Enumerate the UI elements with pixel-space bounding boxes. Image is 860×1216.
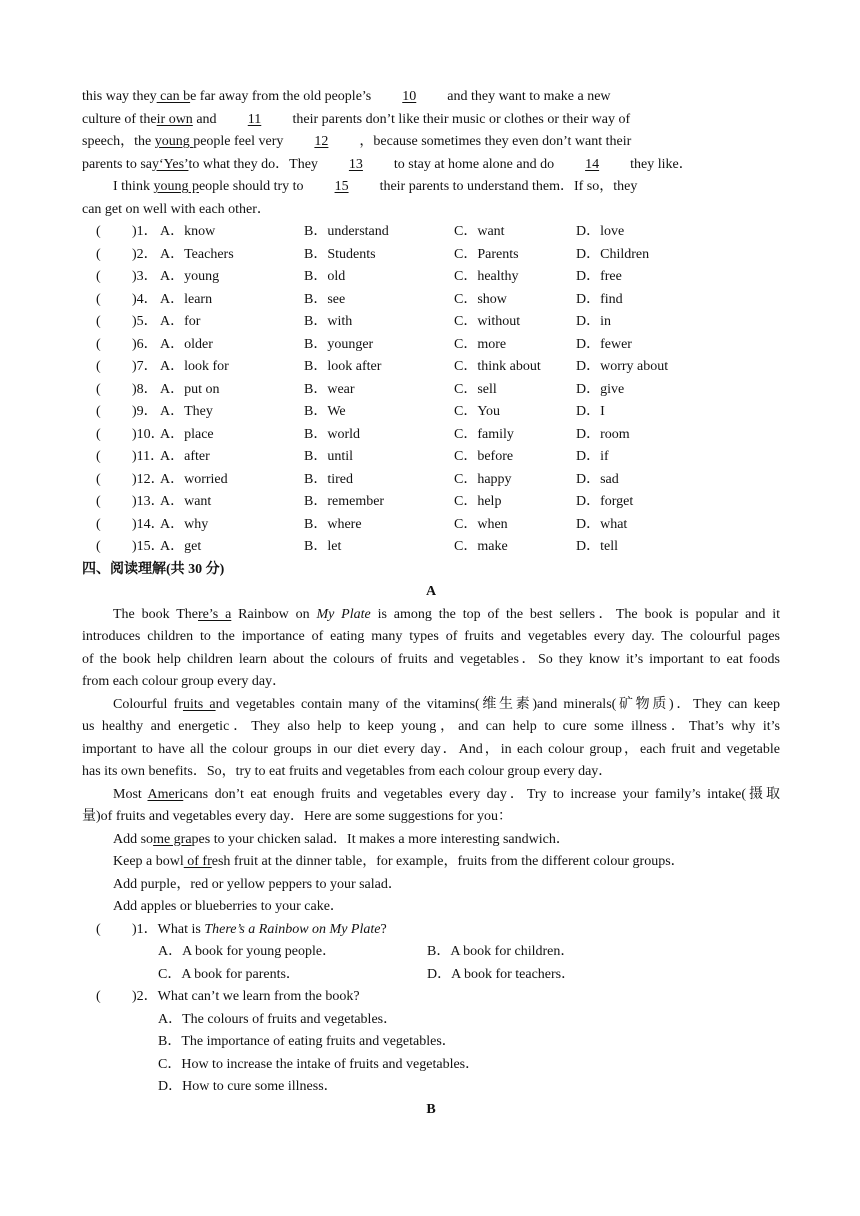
blank-13: 13 <box>348 156 363 172</box>
option-d: D．in <box>576 314 611 329</box>
text: speech，the <box>82 134 155 149</box>
option-b: B．where <box>304 516 362 532</box>
text: can b <box>156 89 191 104</box>
blank-11: 11 <box>247 111 262 127</box>
reading-q2-option-a <box>82 1009 780 1032</box>
reading-q2-option-d <box>82 1076 780 1099</box>
option-b: B．wear <box>304 381 355 397</box>
option-a: A．learn <box>160 291 213 307</box>
option-a: A．Teachers <box>160 246 234 262</box>
option-c: C．You <box>454 404 501 419</box>
text: to what they do．They <box>188 156 318 172</box>
answer-paren: ( <box>96 516 101 532</box>
question-number: )10． <box>132 426 165 442</box>
book-title: There’s a Rainbow on My Plate <box>204 921 381 937</box>
passage-line-4 <box>82 154 780 177</box>
answer-paren: ( <box>96 224 101 239</box>
cloze-question-row <box>82 514 780 537</box>
question-number: )13． <box>132 494 165 509</box>
question-stem: )2．What can’t we learn from the book? <box>132 989 360 1004</box>
answer-paren: ( <box>96 449 101 464</box>
option-a: A．place <box>160 426 214 442</box>
cloze-question-row <box>82 266 780 289</box>
reading-a-p2-line2: us healthy and energetic．They also help to keep young，and can help to cure some illness．That’s why it’s <box>82 719 780 734</box>
reading-a-p1-line1 <box>82 604 780 627</box>
text: cans don’t eat enough fruits and vegetables every day．Try to increase your family’s intake(摄取 <box>183 786 780 802</box>
question-number: )1． <box>132 224 158 239</box>
option-c: C．healthy <box>454 269 519 284</box>
reading-q1-options-ab <box>82 941 780 964</box>
answer-paren: ( <box>96 359 101 374</box>
blank-10: 10 <box>402 89 417 104</box>
text: young p <box>153 179 199 194</box>
reading-question-1 <box>82 919 780 942</box>
text: their parents to understand them．If so，they <box>379 179 638 194</box>
passage-line-3 <box>82 131 780 154</box>
text: nd vegetables contain many of the vitamins(维生素)and minerals(矿物质)．They can keep <box>215 696 780 712</box>
option-c: C．Parents <box>454 246 519 262</box>
option-c: C．want <box>454 224 505 239</box>
cloze-question-row <box>82 289 780 312</box>
question-number: )5． <box>132 314 158 329</box>
reading-a-p2-line3: important to have all the colour groups in our diet every day．And，in each colour group，each fruit and vegetable <box>82 741 780 757</box>
text: uits a <box>182 696 216 712</box>
document-page <box>82 86 780 1121</box>
reading-a-p1-line3: of the book help children learn about the colours of fruits and vegetables．So they know it’s important to eat foods <box>82 651 780 667</box>
option-c: C．A book for parents． <box>158 966 300 982</box>
text: people feel very <box>193 134 284 149</box>
option-b: B．until <box>304 449 354 464</box>
option-b: B．look after <box>304 359 382 374</box>
reading-a-p1-line4: from each colour group every day． <box>82 674 287 689</box>
blank-12: 12 <box>314 134 329 149</box>
question-number: )7． <box>132 359 158 374</box>
option-c: C．make <box>454 539 508 554</box>
question-number: )15． <box>132 539 165 554</box>
option-b: B．understand <box>304 224 389 239</box>
text: pes to your chicken salad．It makes a more interesting sandwich． <box>191 831 570 847</box>
question-stem <box>132 919 387 942</box>
option-c: C．sell <box>454 381 497 397</box>
text: parents to sa <box>82 156 152 172</box>
reading-a-p3-line2: 量)of fruits and vegetables every day．Here are some suggestions for you： <box>82 809 512 824</box>
cloze-question-row <box>82 244 780 267</box>
cloze-question-row <box>82 469 780 492</box>
text: young <box>154 134 194 149</box>
question-number: )9． <box>132 404 158 419</box>
option-a: A．know <box>160 224 216 239</box>
suggestion-1 <box>82 829 780 852</box>
answer-paren: ( <box>96 539 101 554</box>
text: Most <box>113 786 148 802</box>
text: of fr <box>183 854 212 869</box>
cloze-question-row <box>82 491 780 514</box>
answer-paren: ( <box>96 404 101 419</box>
text: and <box>192 111 217 127</box>
section-heading: 四、阅读理解(共 30 分) <box>82 561 225 577</box>
text: ? <box>380 921 387 937</box>
answer-paren: ( <box>96 921 101 937</box>
option-d: D．give <box>576 381 625 397</box>
text: I think <box>113 179 154 194</box>
book-title: My Plate <box>316 606 371 622</box>
option-b: B．younger <box>304 336 374 352</box>
option-c: C．when <box>454 516 508 532</box>
option-a: A．older <box>160 336 213 352</box>
cloze-question-row <box>82 424 780 447</box>
question-number: )14． <box>132 516 165 532</box>
option-a: A．get <box>160 539 202 554</box>
text: re’s a <box>198 606 232 622</box>
part-a-label: A <box>425 584 437 599</box>
reading-question-2 <box>82 986 780 1009</box>
option-c: C．before <box>454 449 514 464</box>
option-a: A．worried <box>160 471 228 487</box>
option-a: A．why <box>160 516 209 532</box>
option-a: A．after <box>160 449 210 464</box>
reading-a-p1-line2: introduces children to the importance of eating many types of fruits and vegetables every day. The colourful pages <box>82 629 780 644</box>
text: eople should try to <box>198 179 304 194</box>
option-d: D．A book for teachers． <box>427 966 576 982</box>
cloze-question-list <box>82 221 780 559</box>
question-number: )11． <box>132 449 165 464</box>
text: culture of the <box>82 111 157 127</box>
question-number: )8． <box>132 381 158 397</box>
option-a: A．A book for young people． <box>158 944 337 959</box>
cloze-question-row <box>82 536 780 559</box>
option-d: D．How to cure some illness． <box>158 1079 338 1094</box>
part-b-label: B <box>426 1101 436 1117</box>
option-b: B．Students <box>304 246 376 262</box>
text: Colourful fr <box>113 696 183 712</box>
option-b: B．A book for children． <box>427 944 575 959</box>
option-c: C．show <box>454 291 507 307</box>
passage-line-6: can get on well with each other． <box>82 201 271 217</box>
cloze-question-row <box>82 356 780 379</box>
text: Add so <box>113 831 154 847</box>
option-d: D．sad <box>576 471 619 487</box>
answer-paren: ( <box>96 471 101 487</box>
suggestion-3: Add purple，red or yellow peppers to your salad． <box>113 876 402 892</box>
option-a: A．They <box>160 404 213 419</box>
option-d: D．worry about <box>576 359 669 374</box>
suggestion-2 <box>82 851 780 874</box>
text: Ameri <box>147 786 184 802</box>
answer-paren: ( <box>96 989 101 1004</box>
option-c: C．happy <box>454 471 512 487</box>
option-b: B．tired <box>304 471 353 487</box>
text: The book The <box>113 606 198 622</box>
option-d: D．fewer <box>576 336 632 352</box>
option-d: D．tell <box>576 539 618 554</box>
option-d: D．Children <box>576 246 650 262</box>
question-number: )6． <box>132 336 158 352</box>
passage-line-1 <box>82 86 780 109</box>
text: and they want to make a new <box>447 89 611 104</box>
cloze-question-row <box>82 446 780 469</box>
reading-q2-option-c <box>82 1054 780 1077</box>
option-c: C．more <box>454 336 507 352</box>
option-d: D．what <box>576 516 628 532</box>
text: they like． <box>630 156 693 172</box>
option-a: A．look for <box>160 359 229 374</box>
suggestion-4: Add apples or blueberries to your cake． <box>113 899 344 914</box>
cloze-question-row <box>82 334 780 357</box>
question-number: )3． <box>132 269 158 284</box>
question-number: )12． <box>132 471 165 487</box>
option-b: B．world <box>304 426 360 442</box>
answer-paren: ( <box>96 246 101 262</box>
option-b: B．see <box>304 291 346 307</box>
option-a: A．put on <box>160 381 220 397</box>
option-c: C．family <box>454 426 514 442</box>
option-d: D．love <box>576 224 625 239</box>
answer-paren: ( <box>96 336 101 352</box>
answer-paren: ( <box>96 269 101 284</box>
option-a: A．The colours of fruits and vegetables． <box>158 1011 398 1027</box>
text: their parents don’t like their music or clothes or their way of <box>292 111 631 127</box>
option-a: A．want <box>160 494 212 509</box>
option-c: C．without <box>454 314 521 329</box>
cloze-question-row <box>82 401 780 424</box>
answer-paren: ( <box>96 314 101 329</box>
blank-14: 14 <box>585 156 600 172</box>
reading-a-p3-line1 <box>82 784 780 807</box>
answer-paren: ( <box>96 426 101 442</box>
option-d: D．room <box>576 426 630 442</box>
text: is among the top of the best sellers．The book is popular and it <box>370 606 780 622</box>
option-d: D．free <box>576 269 622 284</box>
blank-15: 15 <box>334 179 349 194</box>
option-d: D．if <box>576 449 609 464</box>
passage-line-5 <box>82 176 780 199</box>
option-c: C．think about <box>454 359 541 374</box>
text: this way they <box>82 89 157 104</box>
option-a: A．for <box>160 314 201 329</box>
text: to stay at home alone and do <box>393 156 555 172</box>
option-b: B．The importance of eating fruits and vegetables． <box>158 1034 456 1049</box>
text: y‘Yes’ <box>151 156 189 172</box>
reading-q1-options-cd <box>82 964 780 987</box>
text: )1．What is <box>132 921 205 937</box>
passage-line-2 <box>82 109 780 132</box>
text: ，because sometimes they even don’t want their <box>359 134 632 149</box>
option-d: D．forget <box>576 494 634 509</box>
option-d: D．I <box>576 404 605 419</box>
reading-q2-option-b <box>82 1031 780 1054</box>
text: me gra <box>153 831 192 847</box>
question-number: )4． <box>132 291 158 307</box>
reading-a-p2-line4: has its own benefits．So，try to eat fruits and vegetables from each colour group every day． <box>82 764 613 779</box>
text: esh fruit at the dinner table，for example，fruits from the different colour groups． <box>211 854 685 869</box>
option-b: B．remember <box>304 494 385 509</box>
text: e far away from the old people’s <box>190 89 372 104</box>
answer-paren: ( <box>96 291 101 307</box>
option-a: A．young <box>160 269 220 284</box>
cloze-question-row <box>82 379 780 402</box>
option-b: B．old <box>304 269 346 284</box>
option-d: D．find <box>576 291 623 307</box>
option-c: C．help <box>454 494 502 509</box>
reading-a-p2-line1 <box>82 694 780 717</box>
option-b: B．with <box>304 314 353 329</box>
answer-paren: ( <box>96 381 101 397</box>
cloze-question-row <box>82 221 780 244</box>
question-number: )2． <box>132 246 158 262</box>
text: Keep a bowl <box>113 854 184 869</box>
option-b: B．We <box>304 404 346 419</box>
option-b: B．let <box>304 539 342 554</box>
cloze-question-row <box>82 311 780 334</box>
answer-paren: ( <box>96 494 101 509</box>
text: Rainbow on <box>231 606 317 622</box>
option-c: C．How to increase the intake of fruits and vegetables． <box>158 1056 480 1072</box>
text: ir own <box>156 111 193 127</box>
